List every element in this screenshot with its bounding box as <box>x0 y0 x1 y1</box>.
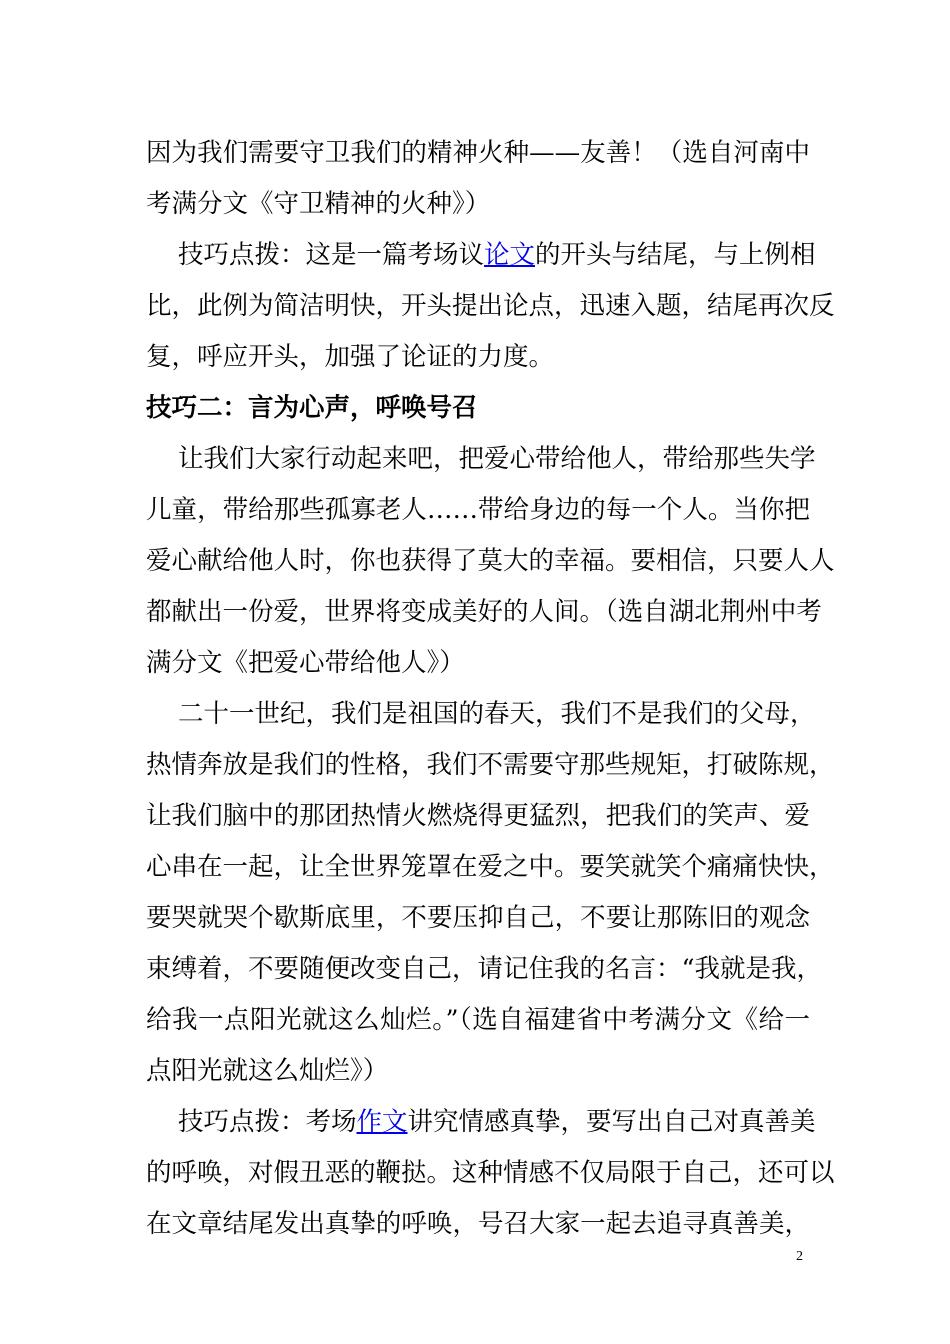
paragraph-1-line-2: 考满分文《守卫精神的火种》） <box>146 189 491 219</box>
paragraph-2-line-3: 复，呼应开头，加强了论证的力度。 <box>146 342 555 372</box>
zuowen-link[interactable]: 作文 <box>356 1107 408 1137</box>
paragraph-5-line-1 <box>146 1097 816 1148</box>
paragraph-4-line-8: 点阳光就这么灿烂》） <box>146 1056 389 1086</box>
paragraph-2-text-before-link: 技巧点拨：这是一篇考场议 <box>178 240 485 270</box>
paragraph-4-line-2: 热情奔放是我们的性格，我们不需要守那些规矩，打破陈规， <box>146 750 835 780</box>
paragraph-3-line-2: 儿童，带给那些孤寡老人……带给身边的每一个人。当你把 <box>146 495 810 525</box>
paragraph-5-text-before-link: 技巧点拨：考场 <box>178 1107 357 1137</box>
paragraph-4-line-4: 心串在一起，让全世界笼罩在爱之中。要笑就笑个痛痛快快， <box>146 852 835 882</box>
paragraph-3-line-1: 让我们大家行动起来吧，把爱心带给他人，带给那些失学 <box>178 444 816 474</box>
paragraph-4-line-6: 束缚着，不要随便改变自己，请记住我的名言：“我就是我， <box>146 954 823 984</box>
paragraph-2-line-1 <box>146 230 816 281</box>
paragraph-4-line-7: 给我一点阳光就这么灿烂。”（选自福建省中考满分文《给一 <box>146 1005 810 1035</box>
paragraph-2-text-after-link: 的开头与结尾，与上例相 <box>535 240 816 270</box>
document-body <box>146 128 835 1250</box>
paragraph-5-text-after-link: 讲究情感真挚，要写出自己对真善美 <box>407 1107 816 1137</box>
paragraph-1-line-1: 因为我们需要守卫我们的精神火种——友善！（选自河南中 <box>146 138 810 168</box>
paragraph-3-line-3: 爱心献给他人时，你也获得了莫大的幸福。要相信，只要人人 <box>146 546 835 576</box>
paragraph-4-line-3: 让我们脑中的那团热情火燃烧得更猛烈，把我们的笑声、爱 <box>146 801 810 831</box>
paragraph-4-line-1: 二十一世纪，我们是祖国的春天，我们不是我们的父母， <box>178 699 816 729</box>
paragraph-2-line-2: 比，此例为简洁明快，开头提出论点，迅速入题，结尾再次反 <box>146 291 835 321</box>
section-heading: 技巧二：言为心声，呼唤号召 <box>146 393 478 423</box>
paragraph-5-line-2: 的呼唤，对假丑恶的鞭挞。这种情感不仅局限于自己，还可以 <box>146 1158 835 1188</box>
paragraph-3-line-4: 都献出一份爱，世界将变成美好的人间。（选自湖北荆州中考 <box>146 597 822 627</box>
page-number: 2 <box>796 1249 803 1264</box>
paragraph-4-line-5: 要哭就哭个歇斯底里，不要压抑自己，不要让那陈旧的观念 <box>146 903 810 933</box>
lunwen-link[interactable]: 论文 <box>484 240 536 270</box>
paragraph-3-line-5: 满分文《把爱心带给他人》） <box>146 648 465 678</box>
paragraph-5-line-3: 在文章结尾发出真挚的呼唤，号召大家一起去追寻真善美， <box>146 1209 810 1239</box>
